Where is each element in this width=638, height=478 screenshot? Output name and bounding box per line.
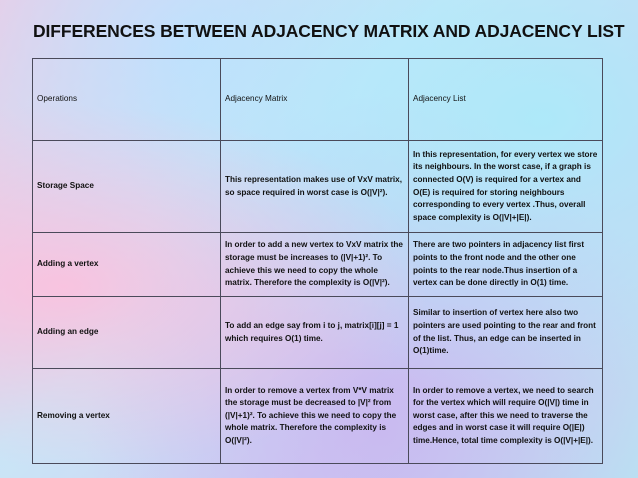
table-row [33,141,603,233]
row-list-cell: Similar to insertion of vertex here also two pointers are used pointing to the rear and front of the list. Thus, an edge can be inserted in O(1)time. [409,297,603,369]
row-operation: Adding a vertex [33,233,221,297]
row-list-cell: In this representation, for every vertex we store its neighbours. In the worst case, if a graph is connected O(V) is required for a vertex and O(E) is required for storing neighbours corresponding to every vertex .Thus, overall space complexity is O(|V|+|E|). [409,141,603,233]
row-matrix-cell: In order to remove a vertex from V*V matrix the storage must be decreased to |V|² from (|V|+1)². To achieve this we need to copy the whole matrix. Therefore the complexity is O(|V|²). [221,369,409,464]
table-row [33,297,603,369]
header-operations: Operations [33,59,221,141]
table-row [33,369,603,464]
row-matrix-cell: In order to add a new vertex to VxV matrix the storage must be increases to (|V|+1)². To achieve this we need to copy the whole matrix. Therefore the complexity is O(|V|²). [221,233,409,297]
row-list-cell: There are two pointers in adjacency list first points to the front node and the other one points to the rear node.Thus insertion of a vertex can be done directly in O(1) time. [409,233,603,297]
row-operation: Adding an edge [33,297,221,369]
page-title: DIFFERENCES BETWEEN ADJACENCY MATRIX AND ADJACENCY LIST [33,21,625,41]
row-matrix-cell: To add an edge say from i to j, matrix[i][j] = 1 which requires O(1) time. [221,297,409,369]
row-operation: Removing a vertex [33,369,221,464]
row-list-cell: In order to remove a vertex, we need to search for the vertex which will require O(|V|) time in worst case, after this we need to traverse the edges and in worst case it will require O(|E|) time.Hence, total time complexity is O(|V|+|E|). [409,369,603,464]
table-header-row [33,59,603,141]
table-row [33,233,603,297]
comparison-table [32,58,603,464]
header-adjacency-matrix: Adjacency Matrix [221,59,409,141]
header-adjacency-list: Adjacency List [409,59,603,141]
row-matrix-cell: This representation makes use of VxV matrix, so space required in worst case is O(|V|²). [221,141,409,233]
row-operation: Storage Space [33,141,221,233]
